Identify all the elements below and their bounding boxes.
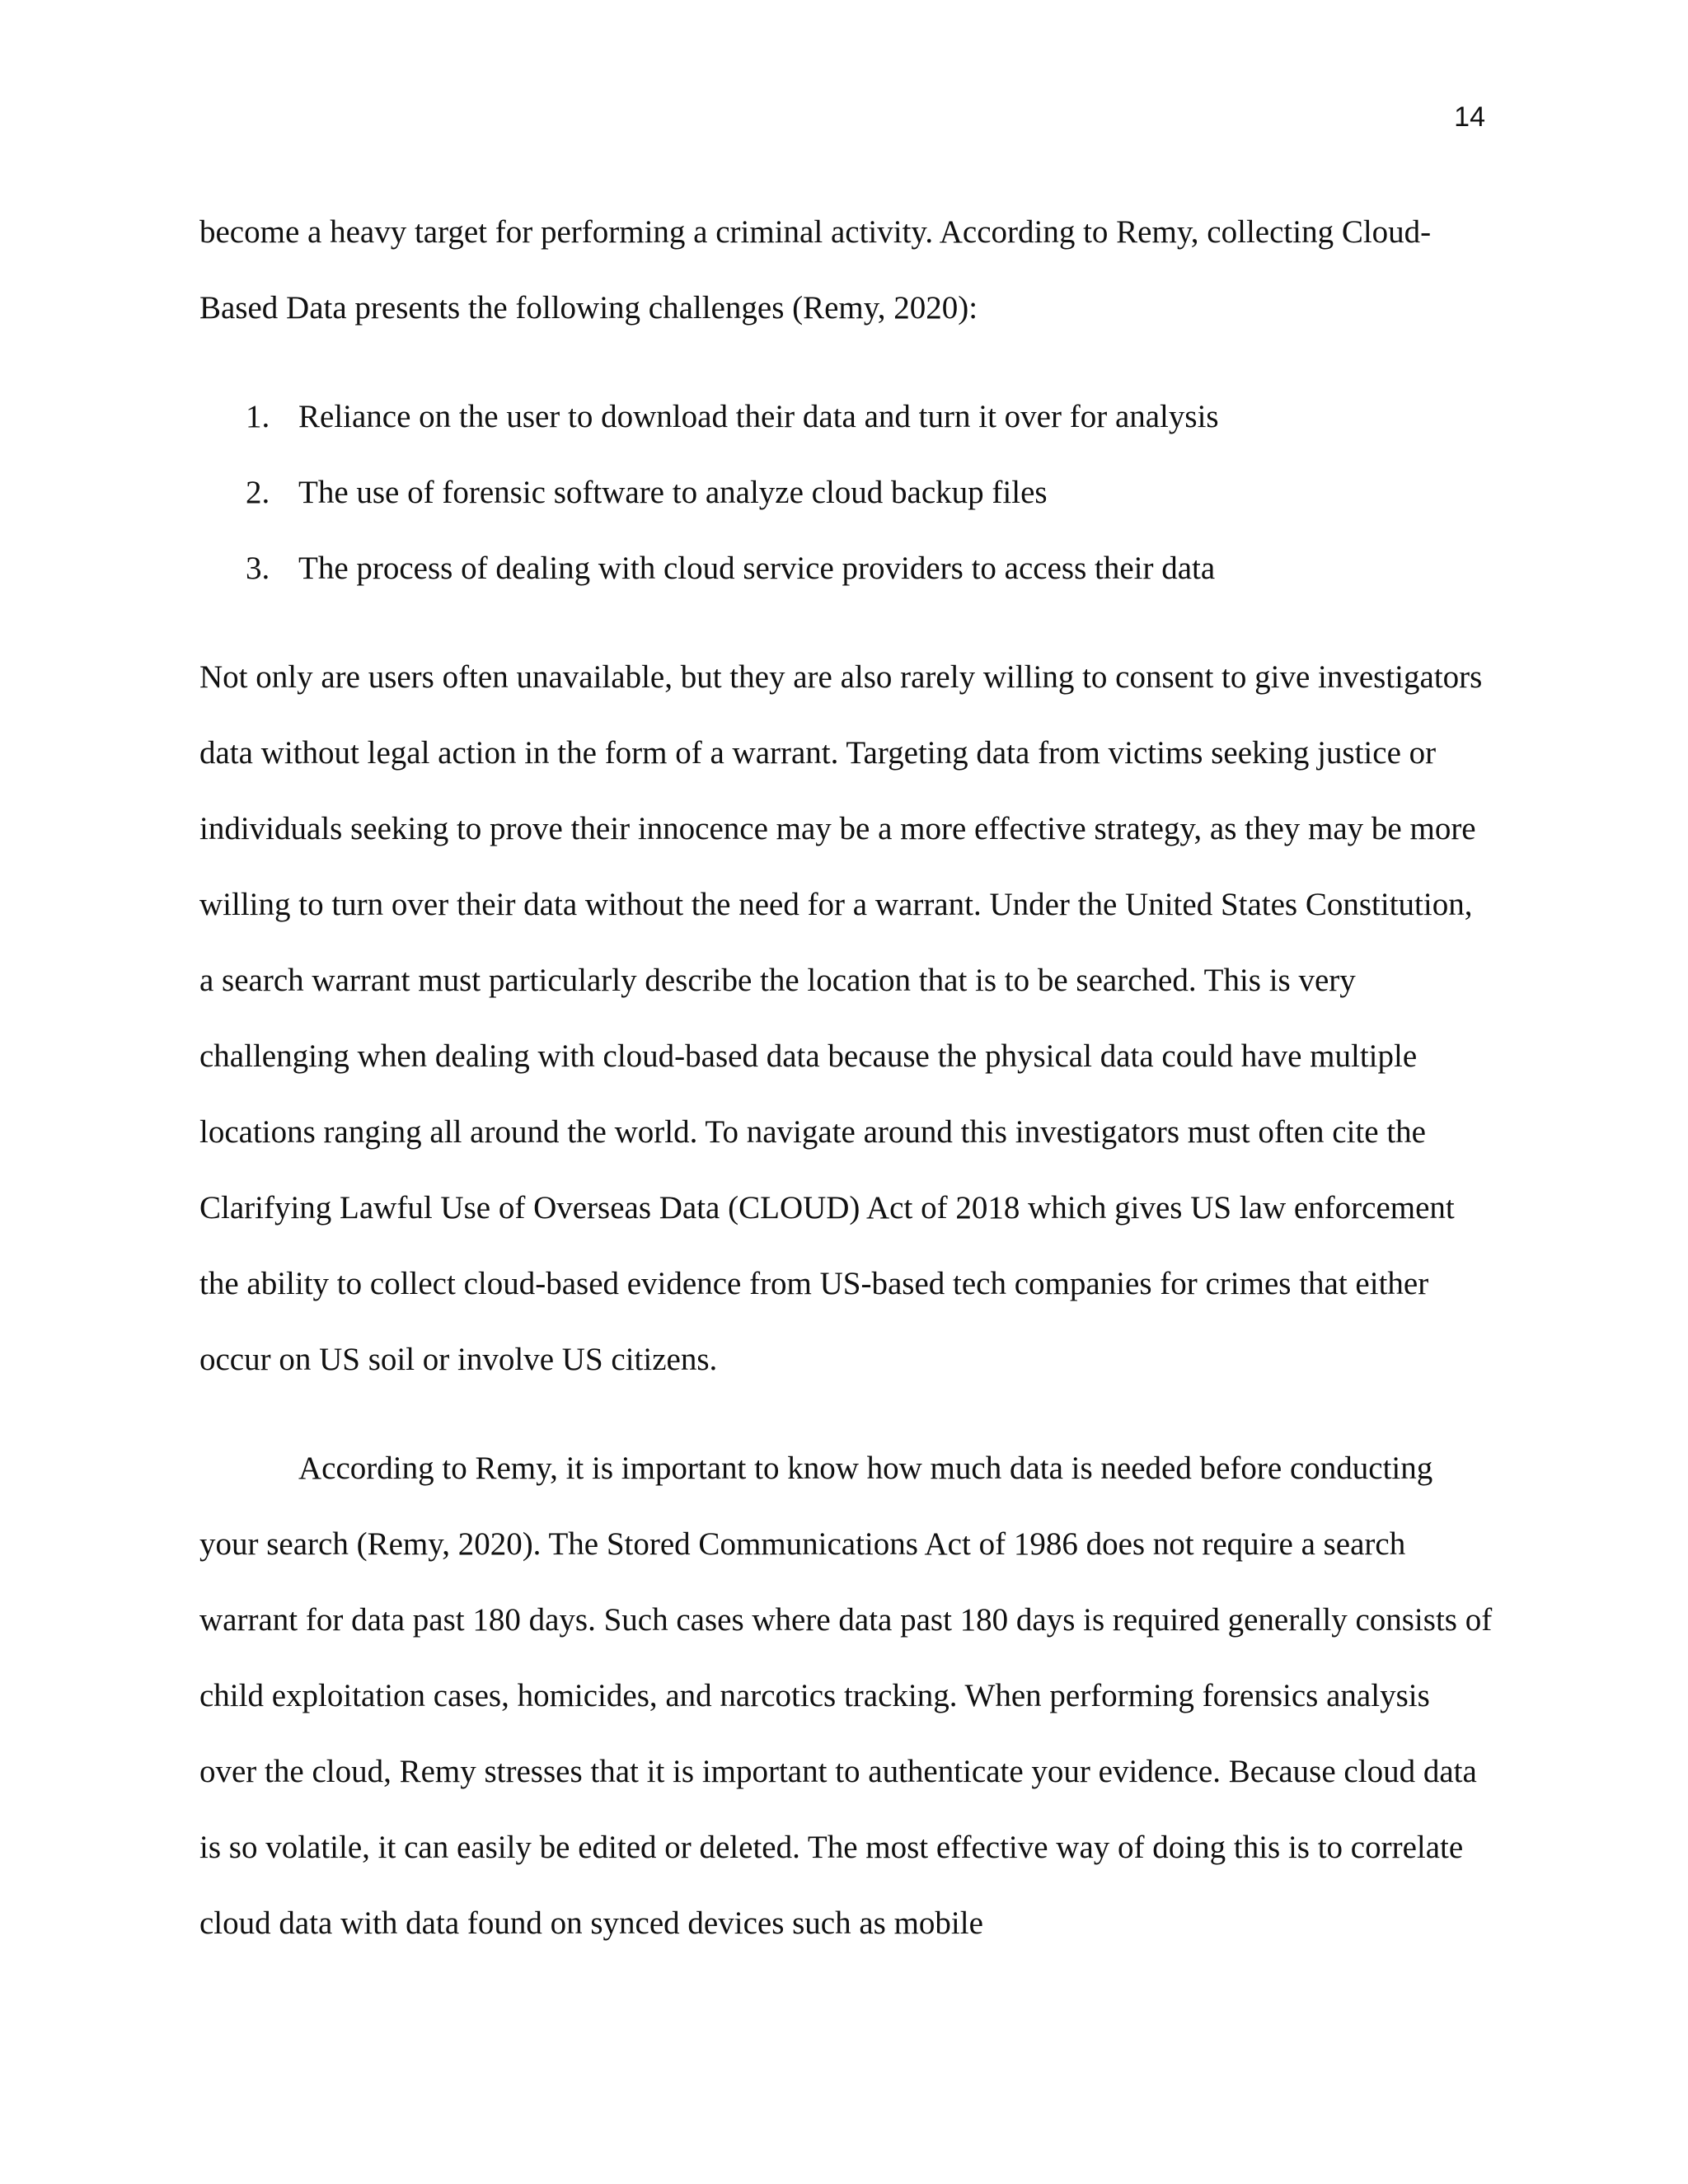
list-item-number: 3. xyxy=(246,551,270,586)
list-item xyxy=(199,455,1493,531)
list-item-text: Reliance on the user to download their data and turn it over for analysis xyxy=(298,399,1219,434)
list-item-text: The use of forensic software to analyze cloud backup files xyxy=(298,475,1048,510)
body-paragraph-consent: Not only are users often unavailable, but they are also rarely willing to consent to give investigators data without legal action in the form of a warrant. Targeting data from victims seeking justice or individuals seeking to prove their innocence may be a more effective strategy, as they may be more willing to turn over their data without the need for a warrant. Under the United States Constitution, a search warrant must particularly describe the location that is to be searched. This is very challenging when dealing with cloud-based data because the physical data could have multiple locations ranging all around the world. To navigate around this investigators must often cite the Clarifying Lawful Use of Overseas Data (CLOUD) Act of 2018 which gives US law enforcement the ability to collect cloud-based evidence from US-based tech companies for crimes that either occur on US soil or involve US citizens. xyxy=(199,659,1483,1377)
list-item-number: 1. xyxy=(246,399,270,434)
page-number: 14 xyxy=(1454,101,1485,133)
challenges-list xyxy=(199,379,1493,607)
list-item xyxy=(199,379,1493,455)
paragraph-spacer xyxy=(199,1398,1493,1431)
intro-paragraph: become a heavy target for performing a criminal activity. According to Remy, collecting Cloud-Based Data presents the following challenges (Remy, 2020): xyxy=(199,214,1432,326)
body-paragraph-data-needed: According to Remy, it is important to know how much data is needed before conducting your search (Remy, 2020). The Stored Communications Act of 1986 does not require a search warrant for data past 180 days. Such cases where data past 180 days is required generally consists of child exploitation cases, homicides, and narcotics tracking. When performing forensics analysis over the cloud, Remy stresses that it is important to authenticate your evidence. Because cloud data is so volatile, it can easily be edited or deleted. The most effective way of doing this is to correlate cloud data with data found on synced devices such as mobile xyxy=(199,1451,1493,1941)
list-item-number: 2. xyxy=(246,475,270,510)
list-item-text: The process of dealing with cloud service providers to access their data xyxy=(298,551,1216,586)
list-item xyxy=(199,531,1493,607)
document-body xyxy=(199,194,1493,1961)
